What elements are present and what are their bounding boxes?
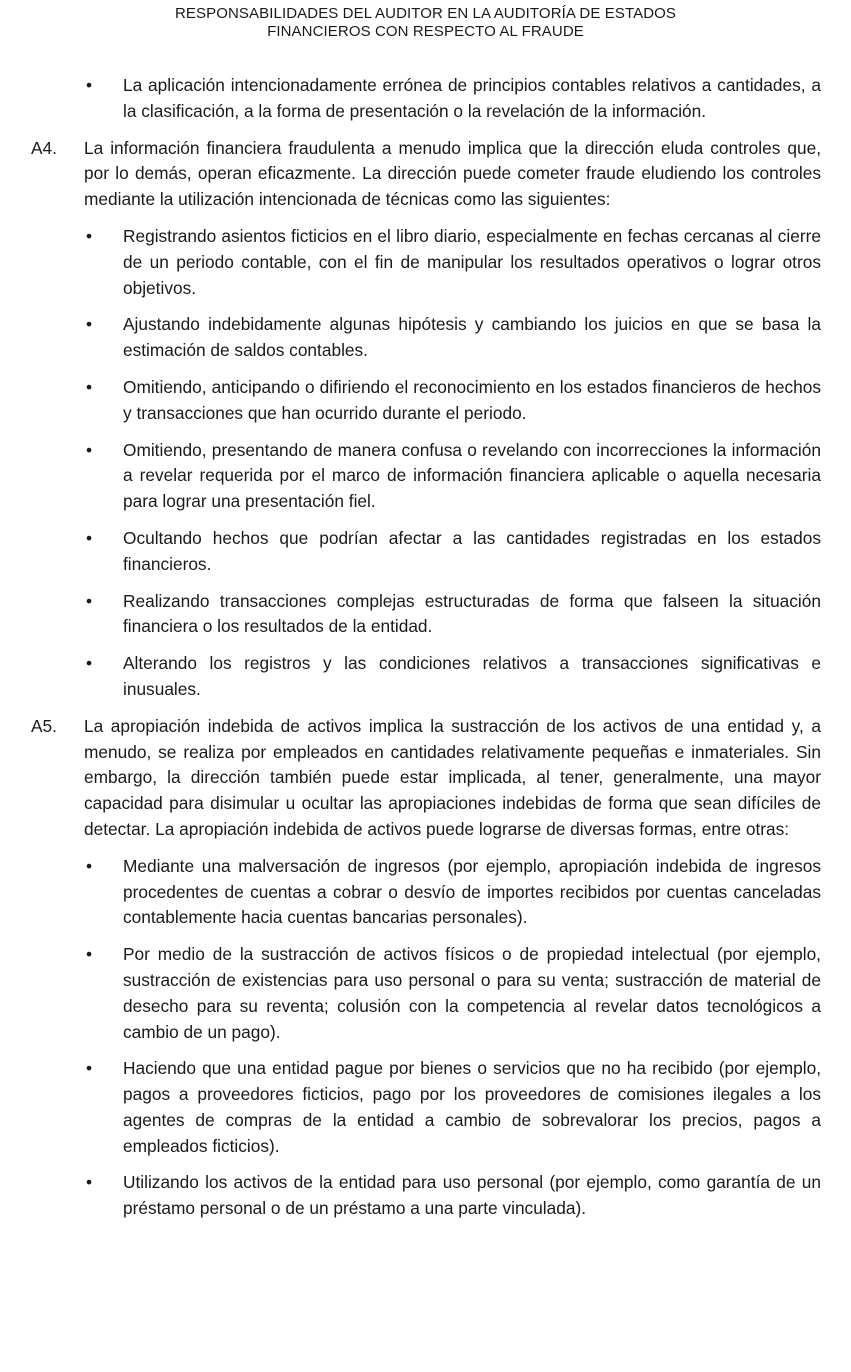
header-line-1: RESPONSABILIDADES DEL AUDITOR EN LA AUDITORÍA DE ESTADOS	[174, 5, 677, 22]
a4-bullet	[0, 375, 851, 427]
bullet-marker: •	[86, 855, 93, 876]
bullet-text: Registrando asientos ficticios en el libro diario, especialmente en fechas cercanas al cierre de un periodo contable, con el fin de manipular los resultados operativos o lograr otros objetivos.	[123, 225, 821, 298]
bullet-marker: •	[86, 653, 93, 674]
bullet-text: La aplicación intencionadamente errónea de principios contables relativos a cantidades, a la clasificación, a la forma de presentación o la revelación de la información.	[123, 75, 821, 121]
bullet-text: Omitiendo, presentando de manera confusa o revelando con incorrecciones la información a revelar requerida por el marco de información financiera aplicable o aquella necesaria para lograr una presentación fiel.	[123, 439, 821, 512]
bullet-text: Haciendo que una entidad pague por bienes o servicios que no ha recibido (por ejemplo, pagos a proveedores ficticios, pago por los proveedores de comisiones ilegales a los agentes de compras de la entidad a cambio de sobrevalorar los precios, pagos a empleados ficticios).	[123, 1058, 821, 1156]
bullet-marker: •	[86, 944, 93, 965]
a5-bullet	[0, 1170, 851, 1222]
a4-bullet	[0, 589, 851, 641]
a4-bullet	[0, 651, 851, 703]
bullet-marker: •	[86, 225, 93, 246]
a5-bullet	[0, 854, 851, 931]
paragraph-text: La apropiación indebida de activos implica la sustracción de los activos de una entidad y, a menudo, se realiza por empleados en cantidades relativamente pequeñas e inmateriales. Sin embargo, la dirección también puede estar implicada, al tener, generalmente, una mayor capacidad para disimular u ocultar las apropiaciones indebidas de forma que sean difíciles de detectar. La apropiación indebida de activos puede lograrse de diversas formas, entre otras:	[84, 715, 821, 839]
paragraph-number: A5.	[31, 715, 57, 736]
a4-bullet	[0, 438, 851, 515]
bullet-marker: •	[86, 439, 93, 460]
paragraph-a4	[0, 136, 851, 213]
bullet-marker: •	[86, 1172, 93, 1193]
bullet-text: Ajustando indebidamente algunas hipótesis y cambiando los juicios en que se basa la estimación de saldos contables.	[123, 314, 821, 361]
a4-bullet	[0, 526, 851, 578]
intro-bullet	[0, 73, 851, 125]
paragraph-text: La información financiera fraudulenta a menudo implica que la dirección eluda controles que, por lo demás, operan eficazmente. La dirección puede cometer fraude eludiendo los controles mediante la utilización intencionada de técnicas como las siguientes:	[84, 137, 821, 210]
bullet-text: Por medio de la sustracción de activos físicos o de propiedad intelectual (por ejemplo, sustracción de existencias para uso personal o para su venta; sustracción de material de desecho para su reventa; colusión con la competencia al revelar datos tecnológicos a cambio de un pago).	[123, 944, 821, 1042]
a5-bullet	[0, 1056, 851, 1159]
a5-bullet	[0, 942, 851, 1045]
bullet-text: Ocultando hechos que podrían afectar a las cantidades registradas en los estados financieros.	[123, 527, 821, 574]
bullet-text: Utilizando los activos de la entidad para uso personal (por ejemplo, como garantía de un préstamo personal o de un préstamo a una parte vinculada).	[123, 1172, 821, 1219]
bullet-text: Mediante una malversación de ingresos (por ejemplo, apropiación indebida de ingresos procedentes de cuentas a cobrar o desvío de importes recibidos por cuentas canceladas contablemente hacia cuentas bancarias personales).	[123, 855, 821, 928]
bullet-text: Realizando transacciones complejas estructuradas de forma que falseen la situación financiera o los resultados de la entidad.	[123, 590, 821, 637]
a4-bullet	[0, 312, 851, 364]
bullet-marker: •	[86, 75, 93, 95]
bullet-marker: •	[86, 590, 93, 611]
header-line-2: FINANCIEROS CON RESPECTO AL FRAUDE	[267, 23, 584, 40]
bullet-text: Alterando los registros y las condiciones relativos a transacciones significativas e inusuales.	[123, 653, 821, 699]
a4-bullet	[0, 224, 851, 301]
paragraph-number: A4.	[31, 137, 57, 158]
paragraph-a5	[0, 714, 851, 843]
document-body	[0, 73, 851, 1233]
page-header	[0, 5, 851, 41]
bullet-text: Omitiendo, anticipando o difiriendo el reconocimiento en los estados financieros de hechos y transacciones que han ocurrido durante el periodo.	[123, 376, 821, 423]
bullet-marker: •	[86, 527, 93, 548]
bullet-marker: •	[86, 376, 93, 397]
bullet-marker: •	[86, 1058, 93, 1079]
bullet-marker: •	[86, 314, 93, 335]
